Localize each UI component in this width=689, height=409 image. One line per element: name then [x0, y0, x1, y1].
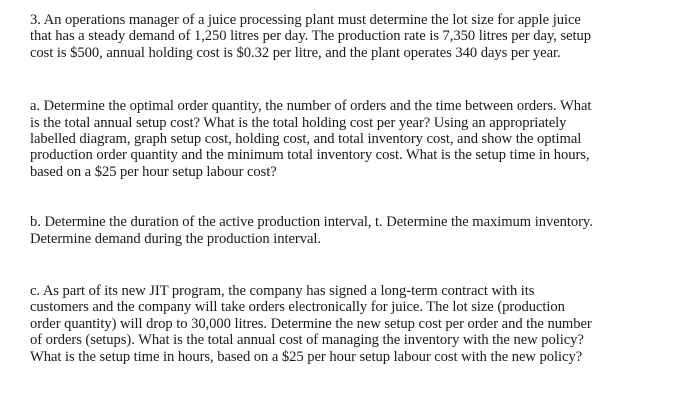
part-c-line: of orders (setups). What is the total annual cost of managing the inventory with the new policy?: [30, 332, 584, 349]
part-c: [30, 283, 685, 365]
part-c-line: customers and the company will take orders electronically for juice. The lot size (production: [30, 299, 565, 316]
part-a: [30, 98, 685, 180]
part-b: [30, 214, 685, 247]
intro-line: cost is $500, annual holding cost is $0.32 per litre, and the plant operates 340 days per year.: [30, 44, 561, 61]
paragraph-spacer: [30, 61, 685, 98]
question-document: [30, 12, 685, 365]
part-c-line: What is the setup time in hours, based on a $25 per hour setup labour cost with the new policy?: [30, 348, 583, 365]
part-a-line: a. Determine the optimal order quantity, the number of orders and the time between orders. What: [30, 98, 592, 115]
intro-line: that has a steady demand of 1,250 litres per day. The production rate is 7,350 litres per day, setup: [30, 28, 592, 45]
part-c-line: c. As part of its new JIT program, the company has signed a long-term contract with its: [30, 283, 535, 300]
paragraph-spacer: [30, 180, 685, 214]
intro-line: 3. An operations manager of a juice processing plant must determine the lot size for apple juice: [30, 12, 581, 28]
part-b-line: Determine demand during the production interval.: [30, 230, 322, 247]
part-a-line: production order quantity and the minimum total inventory cost. What is the setup time in hours,: [30, 147, 590, 164]
part-a-line: labelled diagram, graph setup cost, holding cost, and total inventory cost, and show the optimal: [30, 131, 582, 148]
part-c-line: order quantity) will drop to 30,000 litres. Determine the new setup cost per order and the number: [30, 315, 592, 332]
part-a-line: is the total annual setup cost? What is the total holding cost per year? Using an appropriately: [30, 114, 567, 131]
part-b-line: b. Determine the duration of the active production interval, t. Determine the maximum inventory.: [30, 214, 593, 231]
paragraph-spacer: [30, 247, 685, 283]
question-intro: [30, 12, 685, 61]
part-a-line: based on a $25 per hour setup labour cost?: [30, 163, 277, 180]
